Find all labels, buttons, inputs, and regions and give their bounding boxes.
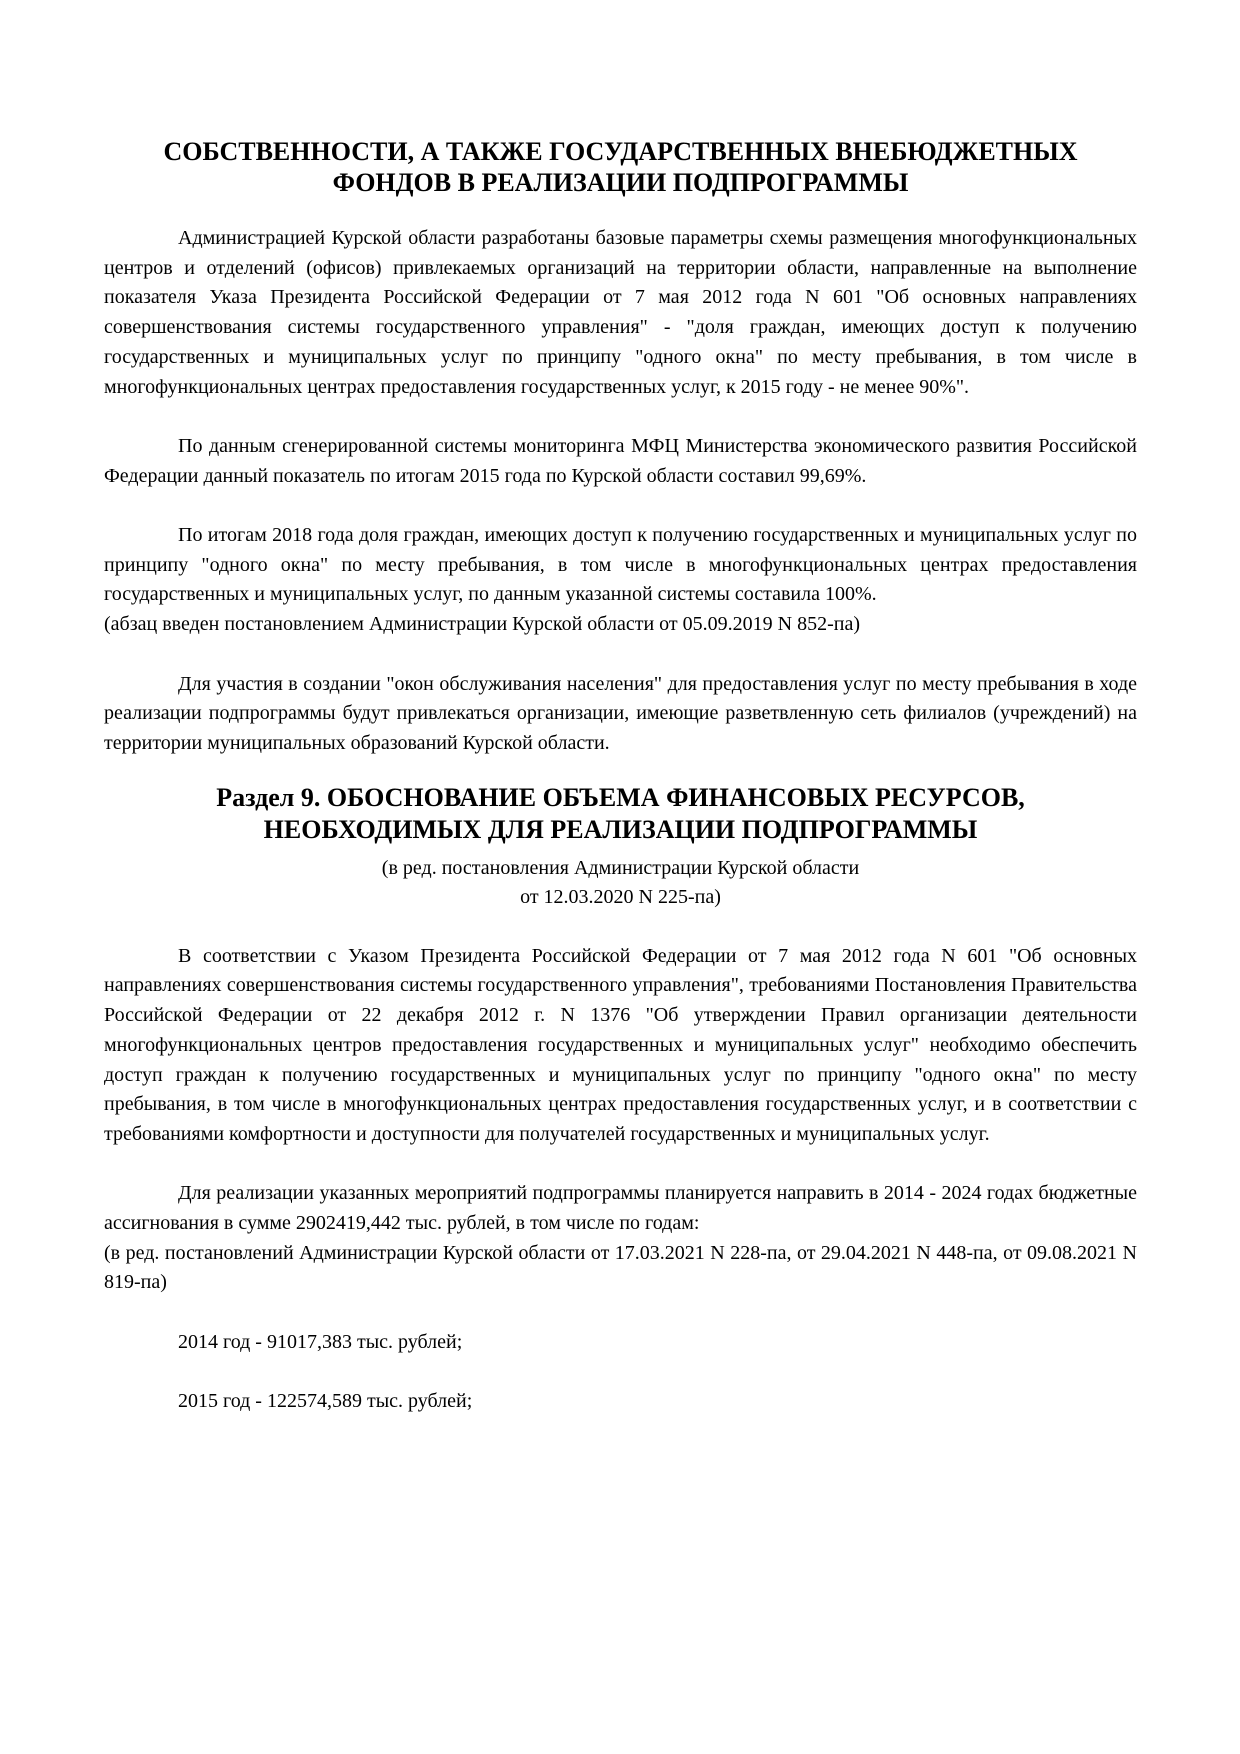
section-9-heading-line-2: НЕОБХОДИМЫХ ДЛЯ РЕАЛИЗАЦИИ ПОДПРОГРАММЫ [263,814,978,844]
section-9-amendment-note-line-2: от 12.03.2020 N 225-па) [520,885,721,908]
allocation-2015: 2015 год - 122574,589 тыс. рублей; [178,1390,473,1413]
paragraph-budget-total: Для реализации указанных мероприятий подпрограммы планируется направить в 2014 - 2024 годах бюджетные ассигнования в сумме 2902419,442 тыс. рублей, в том числе по годам: [104,1182,1137,1235]
section-9-amendment-note [104,854,1137,912]
paragraph-base-parameters: Администрацией Курской области разработаны базовые параметры схемы размещения многофункциональных центров и отделений (офисов) привлекаемых организаций на территории области, направленные на выполнение показателя Указа Президента Российской Федерации от 7 мая 2012 года N 601 "Об основных направлениях совершенствования системы государственного управления" - "доля граждан, имеющих доступ к получению государственных и муниципальных услуг по принципу "одного окна" по месту пребывания, в том числе в многофункциональных центрах предоставления государственных услуг, к 2015 году - не менее 90%". [104,227,1137,398]
paragraph-monitoring-2015: По данным сгенерированной системы мониторинга МФЦ Министерства экономического развития Российской Федерации данный показатель по итогам 2015 года по Курской области составил 99,69%. [104,434,1137,487]
chapter-heading-line-2: ФОНДОВ В РЕАЛИЗАЦИИ ПОДПРОГРАММЫ [332,168,909,197]
chapter-heading-line-1: СОБСТВЕННОСТИ, А ТАКЖЕ ГОСУДАРСТВЕННЫХ ВНЕБЮДЖЕТНЫХ [163,137,1078,166]
paragraph-results-2018: По итогам 2018 года доля граждан, имеющих доступ к получению государственных и муниципальных услуг по принципу "одного окна" по месту пребывания, в том числе в многофункциональных центрах предоставления государственных и муниципальных услуг, по данным указанной системы составила 100%. [104,524,1137,606]
section-9-heading [104,782,1137,846]
paragraph-service-windows: Для участия в создании "окон обслуживания населения" для предоставления услуг по месту пребывания в ходе реализации подпрограммы будут привлекаться организации, имеющие разветвленную сеть филиалов (учреждений) на территории муниципальных образований Курской области. [104,672,1137,754]
section-9-heading-line-1: Раздел 9. ОБОСНОВАНИЕ ОБЪЕМА ФИНАНСОВЫХ РЕСУРСОВ, [216,782,1025,812]
amendment-note-852-pa: (абзац введен постановлением Администрации Курской области от 05.09.2019 N 852-па) [104,613,860,636]
section-9-amendment-note-line-1: (в ред. постановления Администрации Курской области [381,856,860,879]
amendment-note-228-448-819-pa: (в ред. постановлений Администрации Курской области от 17.03.2021 N 228-па, от 29.04.2021 N 448-па, от 09.08.2021 N 819-па) [104,1241,1137,1294]
paragraph-decree-requirements: В соответствии с Указом Президента Российской Федерации от 7 мая 2012 года N 601 "Об основных направлениях совершенствования системы государственного управления", требованиями Постановления Правительства Российской Федерации от 22 декабря 2012 г. N 1376 "Об утверждении Правил организации деятельности многофункциональных центров предоставления государственных и муниципальных услуг" необходимо обеспечить доступ граждан к получению государственных и муниципальных услуг по принципу "одного окна" по месту пребывания, в том числе в многофункциональных центрах предоставления государственных услуг, и в соответствии с требованиями комфортности и доступности для получателей государственных и муниципальных услуг. [104,944,1137,1145]
allocation-2014: 2014 год - 91017,383 тыс. рублей; [178,1330,463,1353]
chapter-heading [104,136,1137,198]
